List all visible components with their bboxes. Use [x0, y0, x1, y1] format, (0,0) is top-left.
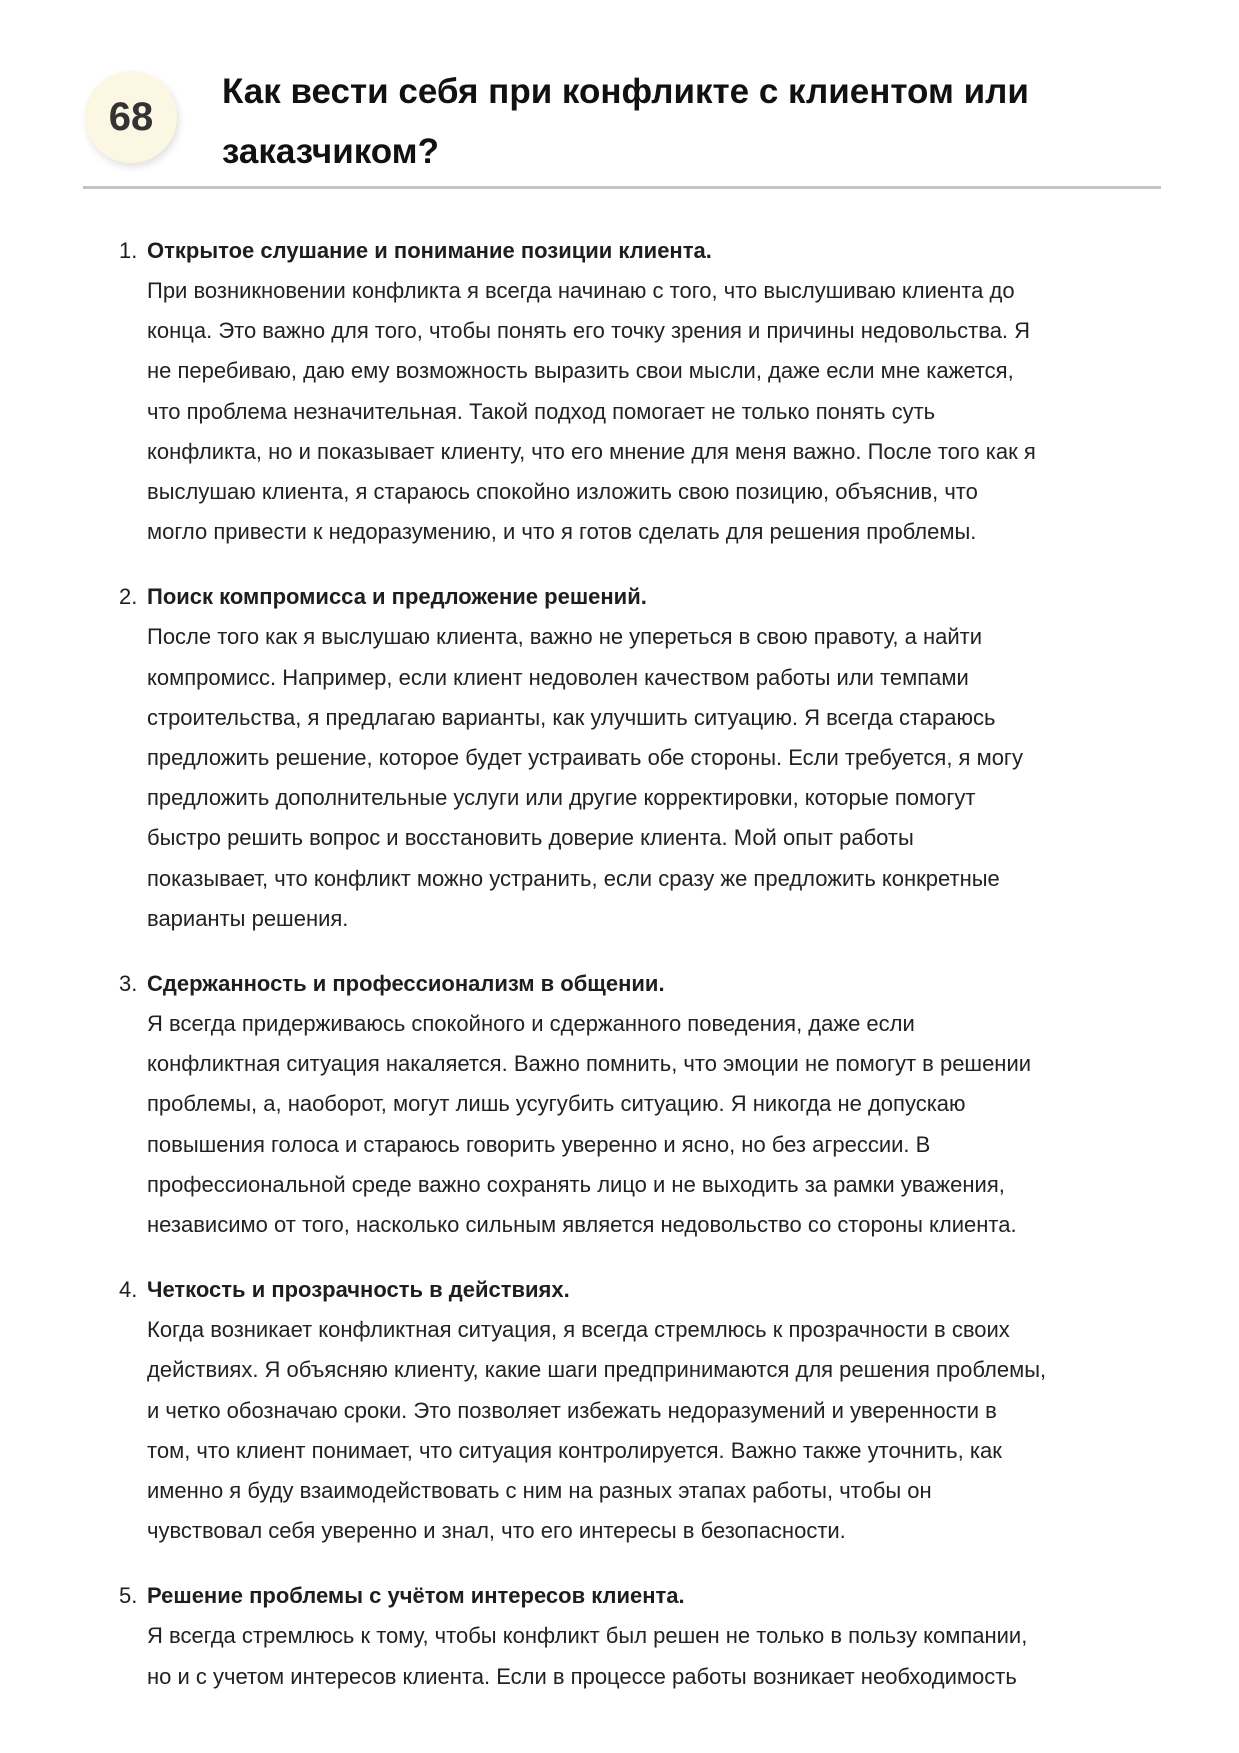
list-item: [119, 1270, 1179, 1551]
item-text-line: варианты решения.: [147, 905, 349, 931]
answer-list: [119, 231, 1179, 1722]
page-title: Как вести себя при конфликте с клиентом или заказчиком?: [222, 72, 1029, 171]
item-text-line: Когда возникает конфликтная ситуация, я всегда стремлюсь к прозрачности в своих: [147, 1317, 1010, 1343]
item-text-line: строительства, я предлагаю варианты, как улучшить ситуацию. Я всегда стараюсь: [147, 704, 996, 730]
item-text-line: конфликта, но и показывает клиенту, что его мнение для меня важно. После того как я: [147, 438, 1036, 464]
item-heading: Сдержанность и профессионализм в общении.: [147, 971, 665, 997]
title-divider: [83, 186, 1161, 189]
item-text-line: Я всегда придерживаюсь спокойного и сдержанного поведения, даже если: [147, 1011, 915, 1037]
item-text-line: независимо от того, насколько сильным является недовольство со стороны клиента.: [147, 1212, 1017, 1238]
item-number: 4.: [119, 1277, 138, 1303]
item-heading: Поиск компромисса и предложение решений.: [147, 584, 647, 610]
item-text-line: выслушаю клиента, я стараюсь спокойно изложить свою позицию, объяснив, что: [147, 479, 978, 505]
list-item: [119, 964, 1179, 1245]
question-number-badge: 68: [85, 71, 177, 163]
item-text-line: проблемы, а, наоборот, могут лишь усугубить ситуацию. Я никогда не допускаю: [147, 1091, 966, 1117]
item-text-line: могло привести к недоразумению, и что я готов сделать для решения проблемы.: [147, 519, 977, 545]
list-item: [119, 577, 1179, 939]
item-text-line: том, что клиент понимает, что ситуация контролируется. Важно также уточнить, как: [147, 1437, 1002, 1463]
item-text-line: быстро решить вопрос и восстановить доверие клиента. Мой опыт работы: [147, 825, 914, 851]
item-text-line: чувствовал себя уверенно и знал, что его интересы в безопасности.: [147, 1518, 846, 1544]
item-text-line: и четко обозначаю сроки. Это позволяет избежать недоразумений и уверенности в: [147, 1397, 997, 1423]
item-heading: Открытое слушание и понимание позиции клиента.: [147, 238, 712, 263]
item-number: 1.: [119, 238, 138, 263]
item-number: 3.: [119, 971, 138, 997]
item-text-line: Я всегда стремлюсь к тому, чтобы конфликт был решен не только в пользу компании,: [147, 1623, 1028, 1649]
item-text-line: предложить решение, которое будет устраивать обе стороны. Если требуется, я могу: [147, 745, 1023, 771]
item-text-line: конца. Это важно для того, чтобы понять его точку зрения и причины недовольства. Я: [147, 318, 1031, 344]
item-text-line: именно я буду взаимодействовать с ним на разных этапах работы, чтобы он: [147, 1478, 932, 1504]
item-text-line: конфликтная ситуация накаляется. Важно помнить, что эмоции не помогут в решении: [147, 1051, 1032, 1077]
list-item: [119, 1576, 1179, 1696]
item-heading: Четкость и прозрачность в действиях.: [147, 1277, 570, 1303]
item-text-line: действиях. Я объясняю клиенту, какие шаги предпринимаются для решения проблемы,: [147, 1357, 1047, 1383]
item-text-line: При возникновении конфликта я всегда начинаю с того, что выслушиваю клиента до: [147, 278, 1015, 303]
item-text-line: показывает, что конфликт можно устранить, если сразу же предложить конкретные: [147, 865, 1000, 891]
item-number: 2.: [119, 584, 138, 610]
item-text-line: профессиональной среде важно сохранять лицо и не выходить за рамки уважения,: [147, 1171, 1005, 1197]
item-text-line: не перебиваю, даю ему возможность выразить свои мысли, даже если мне кажется,: [147, 358, 1014, 384]
item-text-line: После того как я выслушаю клиента, важно не упереться в свою правоту, а найти: [147, 624, 983, 650]
item-text-line: предложить дополнительные услуги или другие корректировки, которые помогут: [147, 785, 976, 811]
item-text-line: но и с учетом интересов клиента. Если в процессе работы возникает необходимость: [147, 1663, 1017, 1689]
item-text-line: что проблема незначительная. Такой подход помогает не только понять суть: [147, 398, 936, 424]
item-number: 5.: [119, 1583, 138, 1609]
list-item: [119, 231, 1179, 552]
item-text-line: повышения голоса и стараюсь говорить уверенно и ясно, но без агрессии. В: [147, 1131, 931, 1157]
item-heading: Решение проблемы с учётом интересов клиента.: [147, 1583, 685, 1609]
item-text-line: компромисс. Например, если клиент недоволен качеством работы или темпами: [147, 664, 969, 690]
